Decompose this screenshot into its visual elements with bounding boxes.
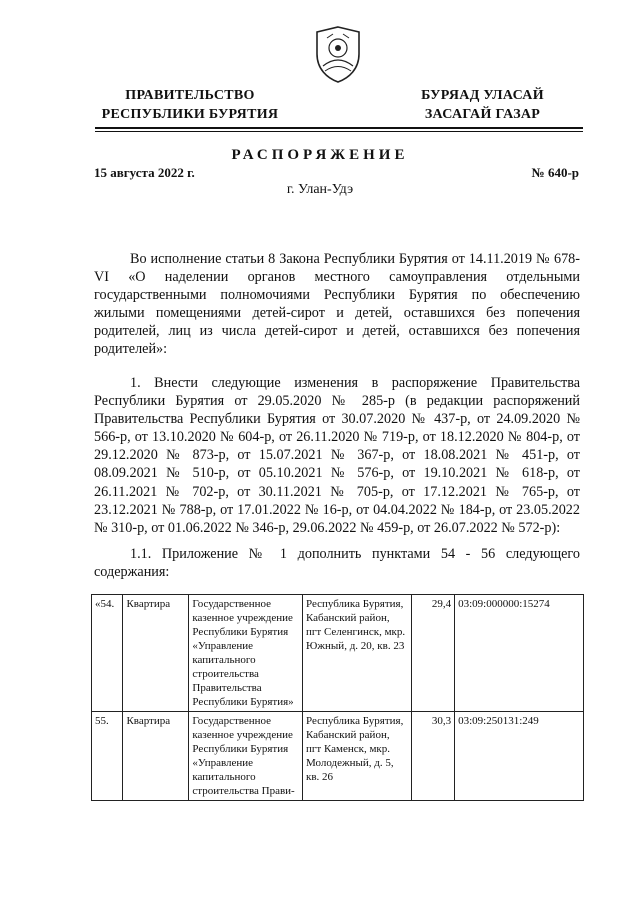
document-date: 15 августа 2022 г.: [94, 165, 195, 180]
property-type: Квартира: [123, 595, 189, 712]
header-left-line-1: ПРАВИТЕЛЬСТВО: [125, 88, 255, 103]
table-row: [92, 712, 584, 801]
property-type: Квартира: [123, 712, 189, 801]
header-divider-thin: [95, 131, 583, 132]
cadastral-number: 03:09:000000:15274: [455, 595, 584, 712]
row-number: 55.: [92, 712, 123, 801]
header-right-line-2: ЗАСАГАЙ ГАЗАР: [424, 107, 541, 122]
cadastral-number: 03:09:250131:249: [455, 712, 584, 801]
clause-1-1-paragraph: 1.1. Приложение № 1 дополнить пунктами 54 - 56 следующего содержания:: [94, 546, 580, 581]
property-address: Республика Бурятия, Кабанский район, пгт Каменск, мкр. Молодежный, д. 5, кв. 26: [302, 712, 411, 801]
government-name-russian: [80, 86, 300, 124]
header-divider-thick: [95, 127, 583, 129]
header-left-line-2: РЕСПУБЛИКИ БУРЯТИЯ: [101, 107, 279, 122]
government-name-buryat: [395, 86, 570, 124]
document-title: РАСПОРЯЖЕНИЕ: [231, 147, 409, 163]
coat-of-arms-icon: [313, 24, 363, 84]
property-area: 29,4: [411, 595, 455, 712]
property-address: Республика Бурятия, Кабанский район, пгт Селенгинск, мкр. Южный, д. 20, кв. 23: [302, 595, 411, 712]
clause-1-paragraph: 1. Внести следующие изменения в распоряжение Правительства Республики Бурятия от 29.05.2020 № 285-р (в редакции распоряжений Правительства Республики Бурятия от 30.07.2020 № 437-р, от 24.09.2020 № 566-р, от 13.10.2020 № 604-р, от 26.11.2020 № 719-р, от 18.12.2020 № 804-р, от 29.12.2020 № 873-р, от 15.07.2021 № 367-р, от 18.08.2021 № 451-р, от 08.09.2021 № 510-р, от 05.10.2021 № 576-р, от 19.10.2021 № 618-р, от 26.11.2021 № 702-р, от 30.11.2021 № 705-р, от 17.12.2021 № 765-р, от 23.12.2021 № 788-р, от 17.01.2022 № 16-р, от 04.04.2022 № 184-р, от 23.05.2022 № 310-р, от 01.06.2022 № 346-р, 29.06.2022 № 459-р, от 26.07.2022 № 572-р):: [94, 375, 580, 536]
header-right-line-1: БУРЯАД УЛАСАЙ: [421, 88, 544, 103]
property-owner: Государственное казенное учреждение Республики Бурятия «Управление капитального строительства Правительства Республики Бурятия»: [189, 595, 303, 712]
property-owner: Государственное казенное учреждение Республики Бурятия «Управление капитального строительства Прави-: [189, 712, 303, 801]
property-table: [91, 594, 584, 801]
document-number: № 640-р: [531, 165, 579, 180]
row-number: «54.: [92, 595, 123, 712]
preamble-paragraph: Во исполнение статьи 8 Закона Республики Бурятия от 14.11.2019 № 678-VI «О наделении органов местного самоуправления отдельными государственными полномочиями Республики Бурятия по обеспечению жилыми помещениями детей-сирот и детей, оставшихся без попечения родителей, лиц из числа детей-сирот и детей, оставшихся без попечения родителей»:: [94, 251, 580, 358]
property-area: 30,3: [411, 712, 455, 801]
document-city: г. Улан-Удэ: [286, 182, 354, 197]
table-row: [92, 595, 584, 712]
